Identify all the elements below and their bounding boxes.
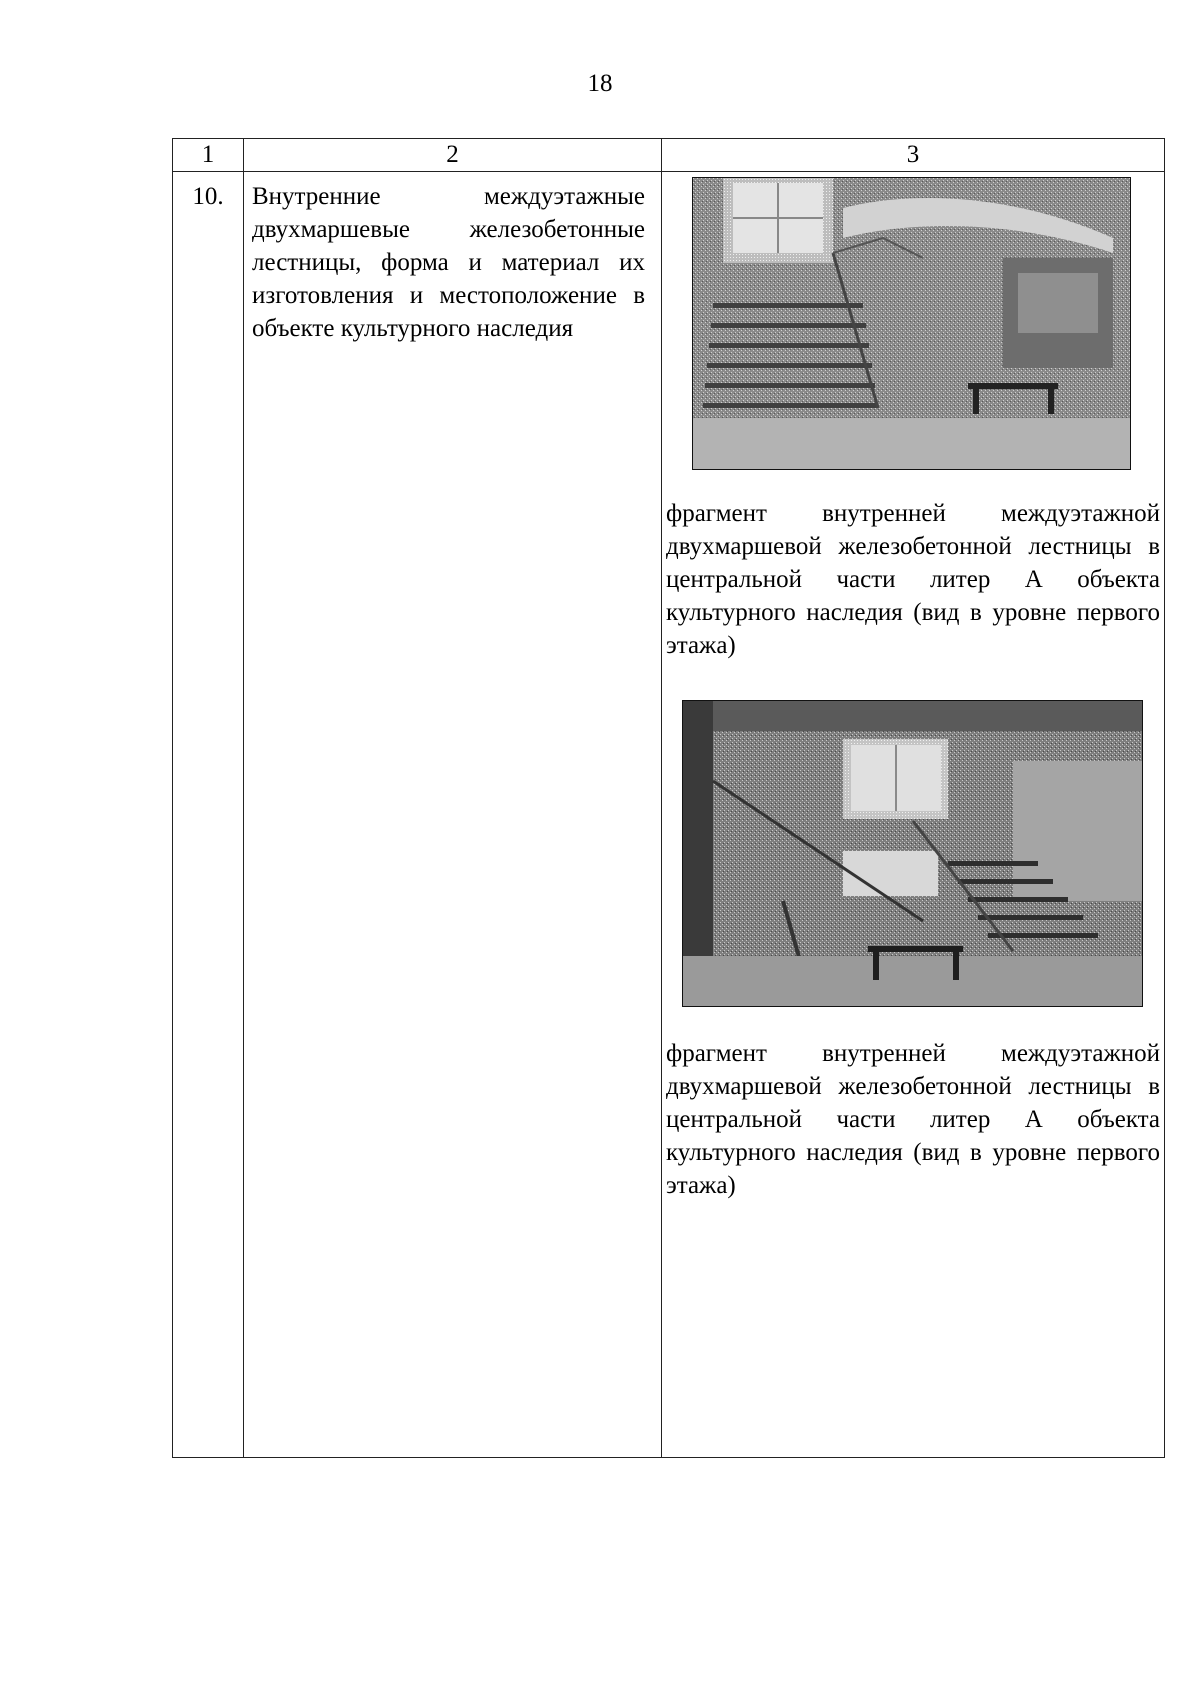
page-number: 18 [587, 70, 613, 97]
table-header-row [173, 139, 1165, 172]
column-header-2: 2 [244, 139, 662, 172]
photo-caption-2: фрагмент внутренней междуэтажной двухмаршевой железобетонной лестницы в центральной части литер А объекта культурного наследия (вид в уровне первого этажа) [666, 1040, 1160, 1199]
column-header-3: 3 [662, 139, 1165, 172]
element-description: Внутренние междуэтажные двухмаршевые железобетонные лестницы, форма и материал их изготовления и местоположение в объекте культурного наследия [252, 183, 645, 342]
staircase-photo-2 [682, 700, 1143, 1007]
photo-caption-1: фрагмент внутренней междуэтажной двухмаршевой железобетонной лестницы в центральной части литер А объекта культурного наследия (вид в уровне первого этажа) [666, 500, 1160, 659]
heritage-elements-table [172, 138, 1165, 1458]
column-header-1: 1 [173, 139, 244, 172]
row-number: 10. [192, 183, 224, 210]
photo-block-1 [662, 177, 1164, 662]
row-number-cell [173, 172, 244, 1458]
table-row [173, 172, 1165, 1458]
staircase-photo-1 [692, 177, 1131, 470]
photos-cell [662, 172, 1165, 1458]
description-cell [244, 172, 662, 1458]
photo-block-2 [662, 700, 1164, 1202]
